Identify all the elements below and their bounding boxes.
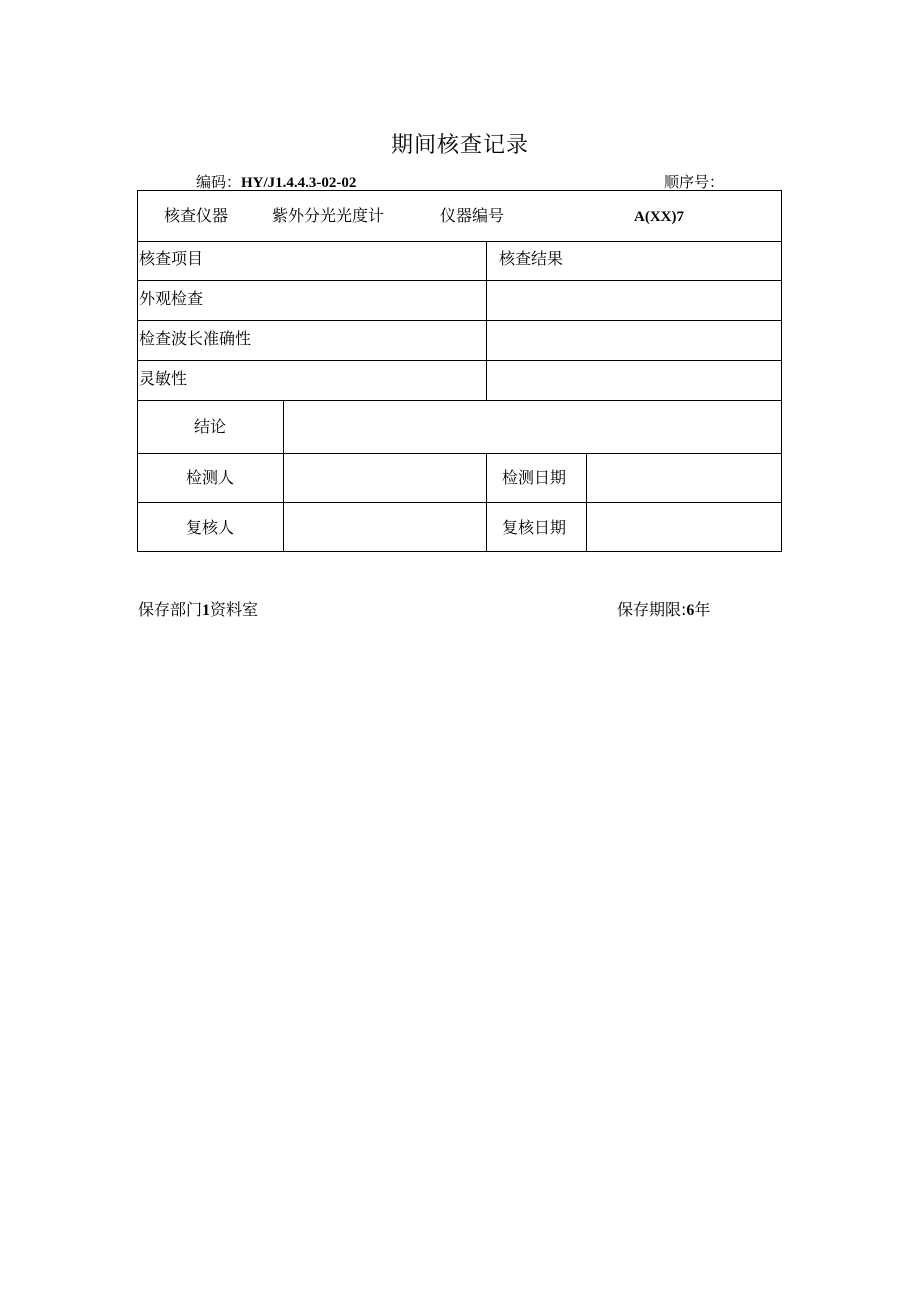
retention-period bbox=[617, 597, 710, 620]
item-appearance: 外观检查 bbox=[139, 289, 204, 308]
instrument-label: 核查仪器 bbox=[164, 206, 229, 225]
item-wavelength-accuracy: 检查波长准确性 bbox=[139, 329, 252, 348]
dept-suffix: 资料室 bbox=[210, 600, 259, 619]
conclusion-label: 结论 bbox=[194, 417, 227, 436]
item-sensitivity: 灵敏性 bbox=[139, 369, 188, 388]
test-date-label: 检测日期 bbox=[502, 468, 567, 487]
period-suffix: 年 bbox=[694, 600, 711, 619]
instrument-number-value: A(XX)7 bbox=[634, 209, 684, 225]
check-result-header: 核查结果 bbox=[499, 249, 564, 268]
instrument-number-label: 仪器编号 bbox=[440, 206, 505, 225]
reviewer-label: 复核人 bbox=[186, 518, 235, 537]
review-date-label: 复核日期 bbox=[502, 518, 567, 537]
check-item-header: 核查项目 bbox=[139, 249, 204, 268]
check-record-table bbox=[137, 190, 782, 552]
period-number: 6 bbox=[686, 602, 695, 619]
document-code bbox=[196, 171, 356, 192]
sequence-number-label: 顺序号： bbox=[664, 173, 725, 191]
retention-department bbox=[138, 597, 258, 620]
period-prefix: 保存期限: bbox=[617, 600, 687, 619]
document-title: 期间核查记录 bbox=[390, 133, 529, 158]
code-label: 编码： bbox=[196, 173, 242, 191]
dept-number: 1 bbox=[202, 602, 211, 619]
instrument-value: 紫外分光光度计 bbox=[272, 206, 385, 225]
code-value: HY/J1.4.4.3-02-02 bbox=[241, 175, 357, 191]
tester-label: 检测人 bbox=[186, 468, 235, 487]
dept-prefix: 保存部门 bbox=[138, 600, 203, 619]
